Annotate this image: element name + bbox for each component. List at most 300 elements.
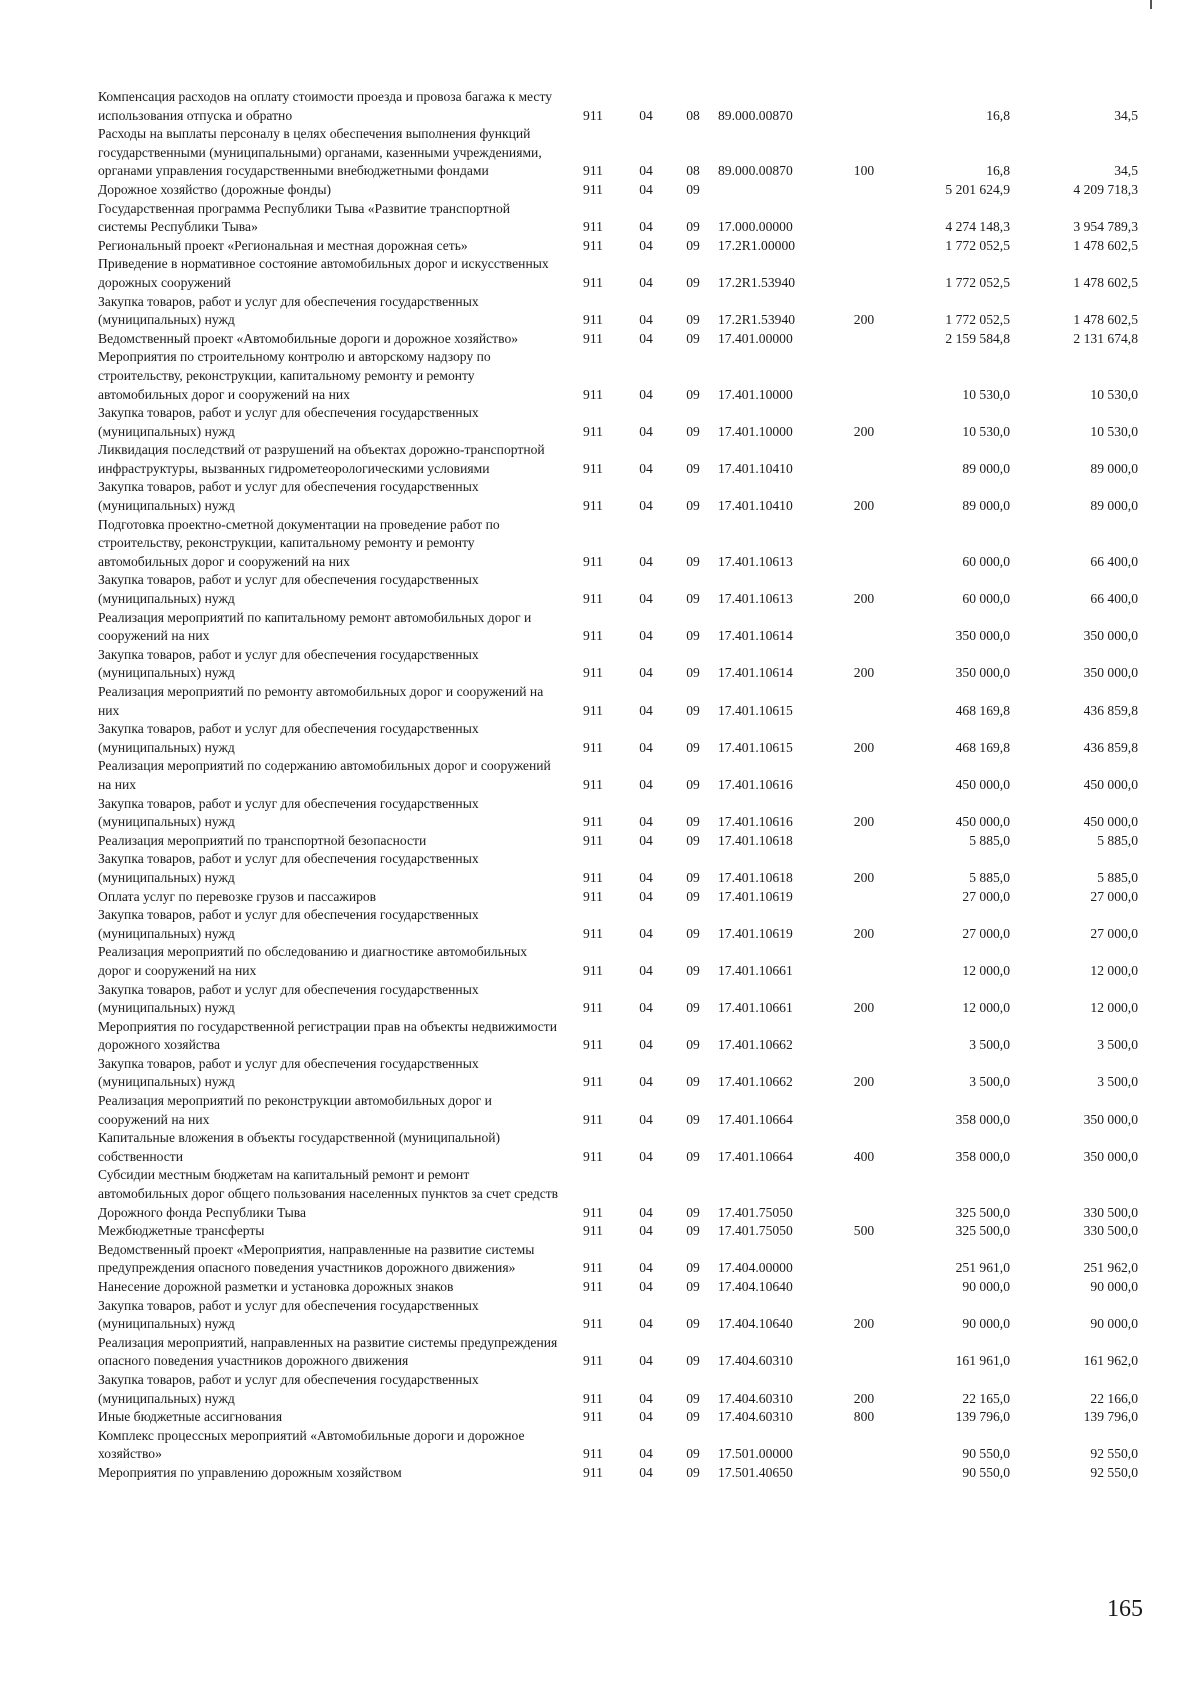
row-glava-code: 911 (583, 1279, 603, 1294)
row-glava-code: 911 (583, 1446, 603, 1462)
row-amount-year-1: 350 000,0 (955, 628, 1010, 644)
row-target-article-code: 17.401.10616 (718, 814, 793, 830)
row-amount-year-2: 3 954 789,3 (1073, 219, 1138, 235)
row-glava-code: 911 (583, 888, 603, 904)
row-amount-year-2: 27 000,0 (1090, 925, 1138, 941)
row-glava-code: 911 (583, 1074, 603, 1090)
row-target-article-code: 17.401.10410 (718, 460, 793, 476)
table-row (98, 1129, 1138, 1166)
row-glava-code: 911 (583, 1000, 603, 1016)
row-amount-year-2: 436 859,8 (1083, 739, 1138, 755)
row-expense-type-code: 200 (853, 1074, 875, 1090)
row-glava-code: 911 (583, 163, 603, 179)
row-name: Компенсация расходов на оплату стоимости проезда и провоза багажа к месту использования отпуска и обратно (98, 89, 553, 123)
row-name: Приведение в нормативное состояние автомобильных дорог и искусственных дорожных сооружений (98, 256, 549, 290)
row-podrazdel-code: 09 (686, 1260, 700, 1276)
row-glava-code: 911 (583, 1464, 603, 1480)
table-row (98, 832, 1138, 851)
row-razdel-code: 04 (639, 1353, 653, 1369)
row-name: Субсидии местным бюджетам на капитальный ремонт и ремонт автомобильных дорог общего пользования населенных пунктов за счет средств Дорожного фонда Республики Тыва (98, 1167, 559, 1220)
table-row (98, 516, 1138, 572)
row-podrazdel-code: 09 (686, 702, 700, 718)
table-row (98, 293, 1138, 330)
row-razdel-code: 04 (639, 888, 653, 904)
row-podrazdel-code: 09 (686, 925, 700, 941)
row-amount-year-1: 4 274 148,3 (945, 219, 1010, 235)
row-amount-year-1: 90 550,0 (962, 1446, 1010, 1462)
row-razdel-code: 04 (639, 925, 653, 941)
table-row (98, 1464, 1138, 1483)
row-expense-type-code (840, 609, 888, 646)
row-amount-year-1: 5 885,0 (969, 869, 1010, 885)
row-target-article-code: 17.401.10615 (718, 702, 793, 718)
row-podrazdel-code: 09 (686, 1279, 700, 1294)
row-amount-year-1: 90 000,0 (962, 1279, 1010, 1294)
row-name: Реализация мероприятий по содержанию автомобильных дорог и сооружений на них (98, 758, 551, 792)
row-expense-type-code (840, 441, 888, 478)
row-amount-year-1: 3 500,0 (969, 1074, 1010, 1090)
row-amount-year-2: 89 000,0 (1090, 498, 1138, 514)
row-amount-year-1: 90 550,0 (962, 1464, 1010, 1480)
row-amount-year-2: 2 131 674,8 (1073, 330, 1138, 346)
row-glava-code: 911 (583, 386, 603, 402)
row-expense-type-code (840, 88, 888, 125)
row-name: Закупка товаров, работ и услуг для обеспечения государственных (муниципальных) нужд (98, 572, 479, 607)
table-row (98, 1241, 1138, 1278)
row-amount-year-1: 325 500,0 (955, 1204, 1010, 1220)
row-name: Дорожное хозяйство (дорожные фонды) (98, 181, 332, 197)
row-glava-code: 911 (583, 665, 603, 681)
row-expense-type-code (840, 181, 888, 200)
row-glava-code: 911 (583, 312, 603, 328)
row-razdel-code: 04 (639, 423, 653, 439)
row-amount-year-1: 358 000,0 (955, 1148, 1010, 1164)
row-target-article-code: 17.401.10662 (718, 1037, 793, 1053)
row-amount-year-1: 139 796,0 (955, 1409, 1010, 1425)
row-expense-type-code: 200 (853, 312, 875, 328)
row-glava-code: 911 (583, 814, 603, 830)
row-razdel-code: 04 (639, 163, 653, 179)
row-name: Реализация мероприятий по транспортной безопасности (98, 832, 427, 848)
row-razdel-code: 04 (639, 1464, 653, 1480)
row-razdel-code: 04 (639, 1409, 653, 1425)
row-name: Закупка товаров, работ и услуг для обеспечения государственных (муниципальных) нужд (98, 1055, 479, 1090)
row-name: Подготовка проектно-сметной документации на проведение работ по строительству, реконструкции, капитальному ремонту и ремонту автомобильных дорог и сооружений на них (98, 516, 500, 569)
row-expense-type-code: 200 (853, 591, 875, 607)
row-amount-year-2: 350 000,0 (1083, 628, 1138, 644)
row-glava-code: 911 (583, 628, 603, 644)
table-row (98, 1222, 1138, 1241)
table-row (98, 1334, 1138, 1371)
row-glava-code: 911 (583, 1204, 603, 1220)
row-name: Ликвидация последствий от разрушений на объектах дорожно-транспортной инфраструктуры, вызванных гидрометеорологическими условиями (98, 442, 545, 476)
row-amount-year-2: 34,5 (1114, 163, 1138, 179)
table-row (98, 441, 1138, 478)
row-glava-code: 911 (583, 832, 603, 848)
row-name: Закупка товаров, работ и услуг для обеспечения государственных (муниципальных) нужд (98, 646, 479, 681)
row-glava-code: 911 (583, 237, 603, 253)
row-podrazdel-code: 08 (686, 163, 700, 179)
row-target-article-code: 17.401.10618 (718, 869, 793, 885)
row-podrazdel-code: 09 (686, 814, 700, 830)
row-razdel-code: 04 (639, 1223, 653, 1239)
table-row (98, 906, 1138, 943)
row-amount-year-2: 92 550,0 (1090, 1464, 1138, 1480)
row-name: Капитальные вложения в объекты государственной (муниципальной) собственности (98, 1130, 501, 1164)
row-target-article-code: 89.000.00870 (718, 107, 793, 123)
row-expense-type-code (840, 1241, 888, 1278)
row-target-article-code: 17.401.10000 (718, 386, 793, 402)
row-podrazdel-code: 09 (686, 776, 700, 792)
table-row (98, 88, 1138, 125)
row-glava-code: 911 (583, 498, 603, 514)
row-amount-year-1: 12 000,0 (962, 962, 1010, 978)
row-amount-year-2: 27 000,0 (1090, 888, 1138, 904)
row-podrazdel-code: 09 (686, 330, 700, 346)
row-target-article-code: 17.401.10619 (718, 925, 793, 941)
row-podrazdel-code: 09 (686, 237, 700, 253)
row-expense-type-code (840, 1278, 888, 1297)
row-expense-type-code (840, 1166, 888, 1222)
row-expense-type-code: 200 (853, 498, 875, 514)
row-glava-code: 911 (583, 591, 603, 607)
row-expense-type-code (840, 832, 888, 851)
row-amount-year-2: 12 000,0 (1090, 962, 1138, 978)
row-name: Закупка товаров, работ и услуг для обеспечения государственных (муниципальных) нужд (98, 405, 479, 439)
row-name: Реализация мероприятий по ремонту автомобильных дорог и сооружений на них (98, 684, 544, 718)
row-glava-code: 911 (583, 181, 603, 197)
row-name: Межбюджетные трансферты (98, 1223, 265, 1239)
row-razdel-code: 04 (639, 386, 653, 402)
row-podrazdel-code: 09 (686, 1111, 700, 1127)
row-target-article-code: 17.501.00000 (718, 1446, 793, 1462)
row-name: Государственная программа Республики Тыва «Развитие транспортной системы Республики Тыва» (98, 200, 511, 235)
row-razdel-code: 04 (639, 1148, 653, 1164)
row-target-article-code: 17.401.10664 (718, 1148, 793, 1164)
row-amount-year-1: 60 000,0 (962, 591, 1010, 607)
row-amount-year-1: 27 000,0 (962, 888, 1010, 904)
row-expense-type-code: 200 (853, 739, 875, 755)
row-target-article-code: 17.401.10664 (718, 1111, 793, 1127)
row-target-article-code: 17.2R1.00000 (718, 237, 796, 253)
row-expense-type-code (840, 1334, 888, 1371)
row-podrazdel-code: 09 (686, 1223, 700, 1239)
row-amount-year-2: 330 500,0 (1083, 1223, 1138, 1239)
row-amount-year-1: 161 961,0 (955, 1353, 1010, 1369)
row-amount-year-1: 90 000,0 (962, 1316, 1010, 1332)
row-razdel-code: 04 (639, 1204, 653, 1220)
row-amount-year-2: 450 000,0 (1083, 814, 1138, 830)
row-razdel-code: 04 (639, 1074, 653, 1090)
row-name: Иные бюджетные ассигнования (98, 1409, 283, 1425)
table-row (98, 1297, 1138, 1334)
row-amount-year-2: 161 962,0 (1083, 1353, 1138, 1369)
row-expense-type-code (840, 1427, 888, 1464)
row-expense-type-code (840, 1092, 888, 1129)
row-amount-year-2: 450 000,0 (1083, 776, 1138, 792)
row-razdel-code: 04 (639, 702, 653, 718)
row-expense-type-code: 200 (853, 869, 875, 885)
row-expense-type-code: 200 (853, 925, 875, 941)
row-expense-type-code: 100 (853, 163, 875, 179)
row-amount-year-1: 16,8 (986, 163, 1010, 179)
row-podrazdel-code: 09 (686, 386, 700, 402)
table-row (98, 1018, 1138, 1055)
row-podrazdel-code: 09 (686, 274, 700, 290)
budget-table (98, 88, 1138, 1483)
row-razdel-code: 04 (639, 628, 653, 644)
row-amount-year-1: 3 500,0 (969, 1037, 1010, 1053)
row-expense-type-code: 200 (853, 1000, 875, 1016)
row-name: Расходы на выплаты персоналу в целях обеспечения выполнения функций государственными (муниципальными) органами, казенными учреждениями, органами управления государственными внебюджетными фондами (98, 126, 542, 179)
table-row (98, 1055, 1138, 1092)
row-podrazdel-code: 09 (686, 1074, 700, 1090)
row-podrazdel-code: 09 (686, 1409, 700, 1425)
row-name: Закупка товаров, работ и услуг для обеспечения государственных (муниципальных) нужд (98, 721, 479, 755)
row-name: Мероприятия по государственной регистрации прав на объекты недвижимости дорожного хозяйства (98, 1018, 557, 1053)
row-amount-year-2: 10 530,0 (1090, 423, 1138, 439)
row-name: Закупка товаров, работ и услуг для обеспечения государственных (муниципальных) нужд (98, 1297, 479, 1332)
row-podrazdel-code: 09 (686, 498, 700, 514)
row-amount-year-1: 5 201 624,9 (945, 181, 1010, 197)
row-amount-year-2: 34,5 (1114, 107, 1138, 123)
row-target-article-code: 17.401.75050 (718, 1204, 793, 1220)
row-razdel-code: 04 (639, 1037, 653, 1053)
row-amount-year-2: 251 962,0 (1083, 1260, 1138, 1276)
row-podrazdel-code: 09 (686, 739, 700, 755)
table-row (98, 1427, 1138, 1464)
row-glava-code: 911 (583, 553, 603, 569)
row-razdel-code: 04 (639, 1111, 653, 1127)
row-target-article-code: 17.401.10616 (718, 776, 793, 792)
row-amount-year-1: 60 000,0 (962, 553, 1010, 569)
row-amount-year-1: 1 772 052,5 (945, 312, 1010, 328)
table-row (98, 683, 1138, 720)
row-expense-type-code (840, 516, 888, 572)
table-row (98, 571, 1138, 608)
row-razdel-code: 04 (639, 1446, 653, 1462)
row-razdel-code: 04 (639, 107, 653, 123)
row-podrazdel-code: 09 (686, 1353, 700, 1369)
table-row (98, 646, 1138, 683)
row-amount-year-1: 468 169,8 (955, 739, 1010, 755)
row-razdel-code: 04 (639, 274, 653, 290)
row-glava-code: 911 (583, 776, 603, 792)
row-target-article-code: 17.501.40650 (718, 1464, 793, 1480)
row-name: Закупка товаров, работ и услуг для обеспечения государственных (муниципальных) нужд (98, 981, 479, 1016)
row-amount-year-1: 22 165,0 (962, 1390, 1010, 1406)
table-row (98, 1371, 1138, 1408)
row-razdel-code: 04 (639, 330, 653, 346)
row-name: Реализация мероприятий по обследованию и диагностике автомобильных дорог и сооружений на них (98, 944, 528, 978)
row-target-article-code: 17.401.10619 (718, 888, 793, 904)
row-target-article-code: 17.401.10614 (718, 665, 793, 681)
row-name: Комплекс процессных мероприятий «Автомобильные дороги и дорожное хозяйство» (98, 1427, 525, 1462)
row-amount-year-1: 251 961,0 (955, 1260, 1010, 1276)
row-expense-type-code: 800 (853, 1409, 875, 1425)
row-expense-type-code (840, 683, 888, 720)
row-razdel-code: 04 (639, 1260, 653, 1276)
row-glava-code: 911 (583, 869, 603, 885)
row-amount-year-2: 12 000,0 (1090, 1000, 1138, 1016)
row-target-article-code: 17.401.10618 (718, 832, 793, 848)
row-name: Реализация мероприятий по реконструкции автомобильных дорог и сооружений на них (98, 1093, 492, 1127)
row-podrazdel-code: 09 (686, 1037, 700, 1053)
row-amount-year-2: 90 000,0 (1090, 1279, 1138, 1294)
row-podrazdel-code: 09 (686, 1204, 700, 1220)
row-name: Оплата услуг по перевозке грузов и пассажиров (98, 888, 377, 904)
row-name: Ведомственный проект «Автомобильные дороги и дорожное хозяйство» (98, 330, 519, 346)
row-target-article-code: 17.404.10640 (718, 1316, 793, 1332)
row-target-article-code: 17.2R1.53940 (718, 274, 796, 290)
row-glava-code: 911 (583, 107, 603, 123)
row-glava-code: 911 (583, 1260, 603, 1276)
row-podrazdel-code: 09 (686, 1148, 700, 1164)
row-glava-code: 911 (583, 739, 603, 755)
row-expense-type-code (840, 888, 888, 907)
row-podrazdel-code: 09 (686, 312, 700, 328)
row-razdel-code: 04 (639, 776, 653, 792)
row-glava-code: 911 (583, 330, 603, 346)
row-name: Реализация мероприятий, направленных на развитие системы предупреждения опасного поведения участников дорожного движения (98, 1334, 558, 1369)
row-amount-year-1: 1 772 052,5 (945, 274, 1010, 290)
row-amount-year-2: 90 000,0 (1090, 1316, 1138, 1332)
row-razdel-code: 04 (639, 553, 653, 569)
row-amount-year-1: 89 000,0 (962, 460, 1010, 476)
row-target-article-code: 17.401.10615 (718, 739, 793, 755)
row-podrazdel-code: 09 (686, 553, 700, 569)
row-amount-year-1: 27 000,0 (962, 925, 1010, 941)
row-amount-year-2: 1 478 602,5 (1073, 312, 1138, 328)
row-podrazdel-code: 09 (686, 1316, 700, 1332)
row-razdel-code: 04 (639, 739, 653, 755)
row-expense-type-code (840, 237, 888, 256)
row-expense-type-code (840, 1018, 888, 1055)
row-glava-code: 911 (583, 1223, 603, 1239)
row-amount-year-1: 450 000,0 (955, 776, 1010, 792)
row-amount-year-2: 92 550,0 (1090, 1446, 1138, 1462)
row-amount-year-2: 4 209 718,3 (1073, 181, 1138, 197)
table-row (98, 404, 1138, 441)
row-amount-year-2: 89 000,0 (1090, 460, 1138, 476)
row-glava-code: 911 (583, 423, 603, 439)
row-razdel-code: 04 (639, 591, 653, 607)
table-row (98, 330, 1138, 349)
row-amount-year-2: 1 478 602,5 (1073, 274, 1138, 290)
table-row (98, 478, 1138, 515)
row-amount-year-1: 89 000,0 (962, 498, 1010, 514)
row-razdel-code: 04 (639, 312, 653, 328)
row-amount-year-2: 22 166,0 (1090, 1390, 1138, 1406)
budget-table-body (98, 88, 1138, 1483)
table-row (98, 1408, 1138, 1427)
table-row (98, 200, 1138, 237)
row-podrazdel-code: 09 (686, 628, 700, 644)
row-amount-year-2: 350 000,0 (1083, 665, 1138, 681)
row-glava-code: 911 (583, 1353, 603, 1369)
row-name: Нанесение дорожной разметки и установка дорожных знаков (98, 1279, 454, 1294)
row-amount-year-1: 5 885,0 (969, 832, 1010, 848)
table-row (98, 850, 1138, 887)
row-glava-code: 911 (583, 702, 603, 718)
row-expense-type-code (840, 757, 888, 794)
row-razdel-code: 04 (639, 460, 653, 476)
row-target-article-code: 17.401.10661 (718, 962, 793, 978)
row-amount-year-2: 5 885,0 (1097, 869, 1138, 885)
row-target-article-code: 17.401.10661 (718, 1000, 793, 1016)
row-podrazdel-code: 09 (686, 832, 700, 848)
row-amount-year-1: 12 000,0 (962, 1000, 1010, 1016)
row-amount-year-2: 330 500,0 (1083, 1204, 1138, 1220)
row-expense-type-code (840, 943, 888, 980)
row-podrazdel-code: 09 (686, 869, 700, 885)
row-glava-code: 911 (583, 1148, 603, 1164)
table-row (98, 348, 1138, 404)
row-amount-year-1: 16,8 (986, 107, 1010, 123)
row-amount-year-1: 10 530,0 (962, 423, 1010, 439)
row-expense-type-code (840, 1464, 888, 1483)
row-name: Мероприятия по управлению дорожным хозяйством (98, 1464, 402, 1480)
row-name: Закупка товаров, работ и услуг для обеспечения государственных (муниципальных) нужд (98, 907, 479, 941)
row-target-article-code: 17.401.00000 (718, 330, 793, 346)
row-expense-type-code (840, 255, 888, 292)
row-razdel-code: 04 (639, 869, 653, 885)
row-name: Закупка товаров, работ и услуг для обеспечения государственных (муниципальных) нужд (98, 1371, 479, 1406)
row-amount-year-2: 3 500,0 (1097, 1037, 1138, 1053)
row-podrazdel-code: 09 (686, 1446, 700, 1462)
row-name: Закупка товаров, работ и услуг для обеспечения государственных (муниципальных) нужд (98, 293, 479, 328)
row-target-article-code: 17.401.10614 (718, 628, 793, 644)
row-glava-code: 911 (583, 219, 603, 235)
row-glava-code: 911 (583, 1390, 603, 1406)
table-row (98, 237, 1138, 256)
table-row (98, 609, 1138, 646)
row-target-article-code: 17.401.10613 (718, 591, 793, 607)
row-glava-code: 911 (583, 1111, 603, 1127)
row-target-article-code: 89.000.00870 (718, 163, 793, 179)
row-glava-code: 911 (583, 460, 603, 476)
table-row (98, 1278, 1138, 1297)
row-amount-year-2: 66 400,0 (1090, 591, 1138, 607)
row-amount-year-1: 10 530,0 (962, 386, 1010, 402)
row-amount-year-1: 1 772 052,5 (945, 237, 1010, 253)
row-target-article-code: 17.404.60310 (718, 1390, 793, 1406)
row-name: Закупка товаров, работ и услуг для обеспечения государственных (муниципальных) нужд (98, 795, 479, 830)
row-name: Реализация мероприятий по капитальному ремонт автомобильных дорог и сооружений на них (98, 609, 532, 644)
table-row (98, 181, 1138, 200)
row-amount-year-1: 358 000,0 (955, 1111, 1010, 1127)
row-target-article-code: 17.404.60310 (718, 1409, 793, 1425)
row-expense-type-code: 200 (853, 1390, 875, 1406)
row-glava-code: 911 (583, 962, 603, 978)
row-expense-type-code (840, 330, 888, 349)
row-razdel-code: 04 (639, 237, 653, 253)
row-target-article-code: 17.401.10000 (718, 423, 793, 439)
row-amount-year-2: 5 885,0 (1097, 832, 1138, 848)
table-row (98, 255, 1138, 292)
scan-edge-mark (1150, 0, 1152, 9)
row-target-article-code: 17.2R1.53940 (718, 312, 796, 328)
row-razdel-code: 04 (639, 1000, 653, 1016)
row-target-article-code: 17.404.60310 (718, 1353, 793, 1369)
row-amount-year-2: 10 530,0 (1090, 386, 1138, 402)
row-expense-type-code: 200 (853, 814, 875, 830)
row-target-article-code: 17.401.10662 (718, 1074, 793, 1090)
row-razdel-code: 04 (639, 962, 653, 978)
row-name: Региональный проект «Региональная и местная дорожная сеть» (98, 237, 468, 253)
row-target-article-code: 17.401.10410 (718, 498, 793, 514)
row-name: Закупка товаров, работ и услуг для обеспечения государственных (муниципальных) нужд (98, 851, 479, 885)
